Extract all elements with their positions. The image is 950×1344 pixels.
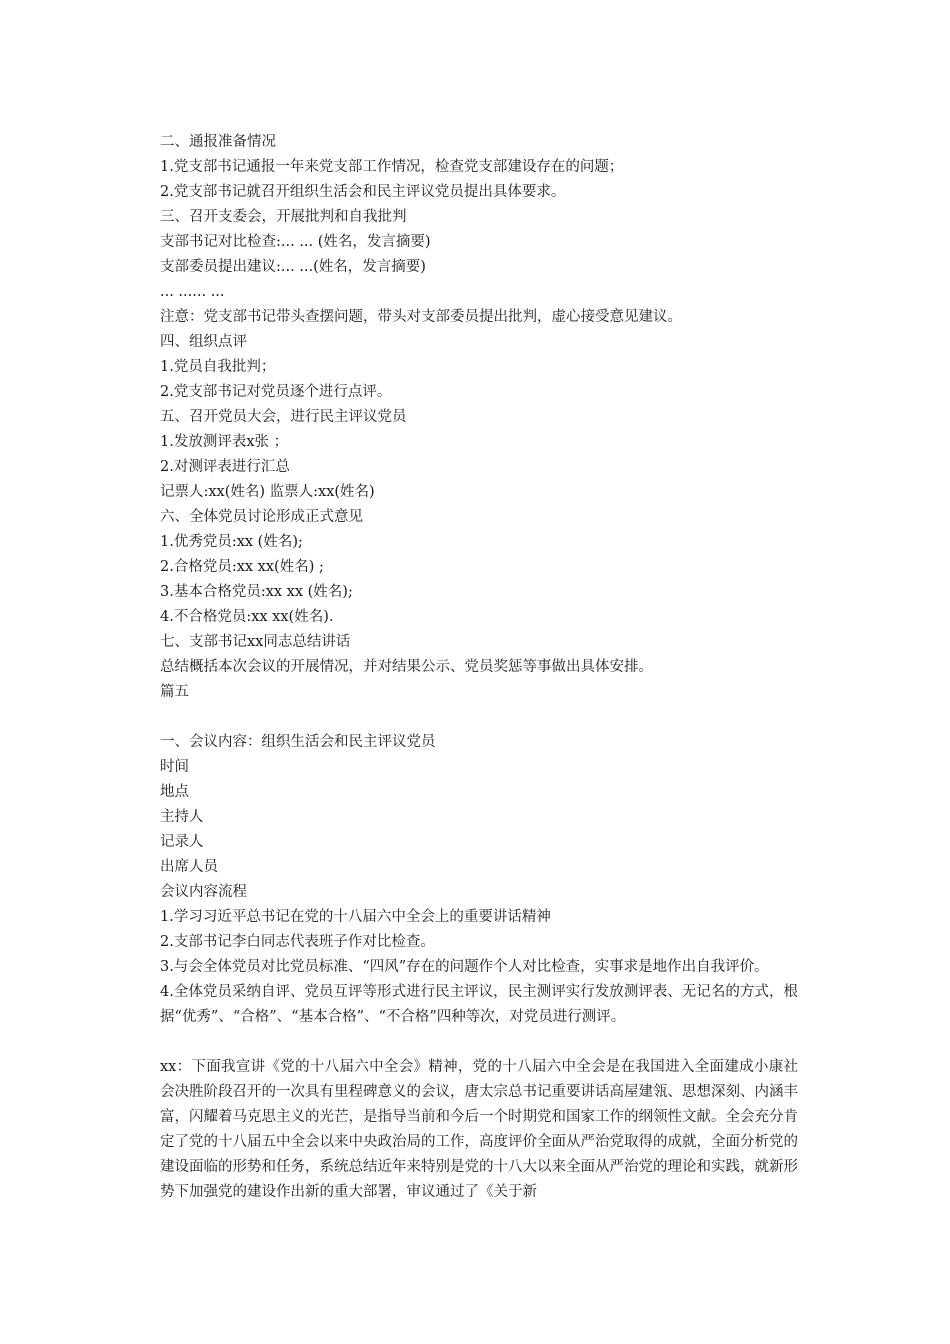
heading-discussion: 六、全体党员讨论形成正式意见 [160, 509, 363, 525]
text-line: 1.优秀党员:xx (姓名); [160, 534, 303, 550]
field-attendees: 出席人员 [160, 859, 218, 875]
section-block-a [0, 130, 950, 705]
text-line: 支部书记对比检查:... ... (姓名，发言摘要) [160, 234, 431, 250]
text-line: 2.党支部书记就召开组织生活会和民主评议党员提出具体要求。 [160, 184, 566, 200]
text-line: 1.党员自我批判； [160, 359, 276, 375]
text-line: 1.学习习近平总书记在党的十八届六中全会上的重要讲话精神 [160, 909, 551, 925]
text-line: 2.支部书记李白同志代表班子作对比检查。 [160, 934, 435, 950]
text-line: 支部委员提出建议:... ...(姓名，发言摘要) [160, 259, 426, 275]
text-line: 4.不合格党员:xx xx(姓名). [160, 609, 334, 625]
text-line: 2.党支部书记对党员逐个进行点评。 [160, 384, 392, 400]
text-line: 总结概括本次会议的开展情况，并对结果公示、党员奖惩等事做出具体安排。 [160, 659, 653, 675]
heading-process: 会议内容流程 [160, 884, 247, 900]
text-line: 2.对测评表进行汇总 [160, 459, 290, 475]
text-line: 1.党支部书记通报一年来党支部工作情况，检查党支部建设存在的问题； [160, 159, 624, 175]
spacer [0, 705, 950, 730]
paragraph-democratic-review: 4.全体党员采纳自评、党员互评等形式进行民主评议，民主测评实行发放测评表、无记名的方式，根据“优秀”、“合格”、“基本合格”、“不合格”四种等次，对党员进行测评。 [160, 984, 798, 1025]
text-line: 1.发放测评表x张 ； [160, 434, 289, 450]
field-host: 主持人 [160, 809, 204, 825]
heading-committee-meeting: 三、召开支委会，开展批判和自我批判 [160, 209, 407, 225]
heading-summary-speech: 七、支部书记xx同志总结讲话 [160, 634, 351, 650]
section-block-b [0, 730, 950, 955]
heading-part-five: 篇五 [160, 684, 189, 700]
heading-meeting-content: 一、会议内容：组织生活会和民主评议党员 [160, 734, 436, 750]
text-line: 记票人:xx(姓名) 监票人:xx(姓名) [160, 484, 375, 500]
field-location: 地点 [160, 784, 189, 800]
field-time: 时间 [160, 759, 189, 775]
text-line: 2.合格党员:xx xx(姓名) ; [160, 559, 324, 575]
paragraph-speech: xx：下面我宣讲《党的十八届六中全会》精神，党的十八届六中全会是在我国进入全面建成小康社会决胜阶段召开的一次具有里程碑意义的会议，唐太宗总书记重要讲话高屋建瓴、思想深刻、内涵丰富，闪耀着马克思主义的光芒，是指导当前和今后一个时期党和国家工作的纲领性文献。全会充分肯定了党的十八届五中全会以来中央政治局的工作，高度评价全面从严治党取得的成就，全面分析党的建设面临的形势和任务，系统总结近年来特别是党的十八大以来全面从严治党的理论和实践，就新形势下加强党的建设作出新的重大部署，审议通过了《关于新 [160, 1059, 798, 1200]
heading-member-assembly: 五、召开党员大会，进行民主评议党员 [160, 409, 407, 425]
text-line: 注意：党支部书记带头查摆问题，带头对支部委员提出批判，虚心接受意见建议。 [160, 309, 682, 325]
heading-review: 四、组织点评 [160, 334, 247, 350]
text-line: 3.基本合格党员:xx xx (姓名); [160, 584, 353, 600]
heading-notify-prep: 二、通报准备情况 [160, 134, 276, 150]
field-recorder: 记录人 [160, 834, 204, 850]
text-line: ... ...... ... [160, 284, 225, 300]
spacer [0, 1030, 950, 1055]
paragraph-self-evaluation: 3.与会全体党员对比党员标准、“四风”存在的问题作个人对比检查，实事求是地作出自我评价。 [160, 959, 769, 975]
